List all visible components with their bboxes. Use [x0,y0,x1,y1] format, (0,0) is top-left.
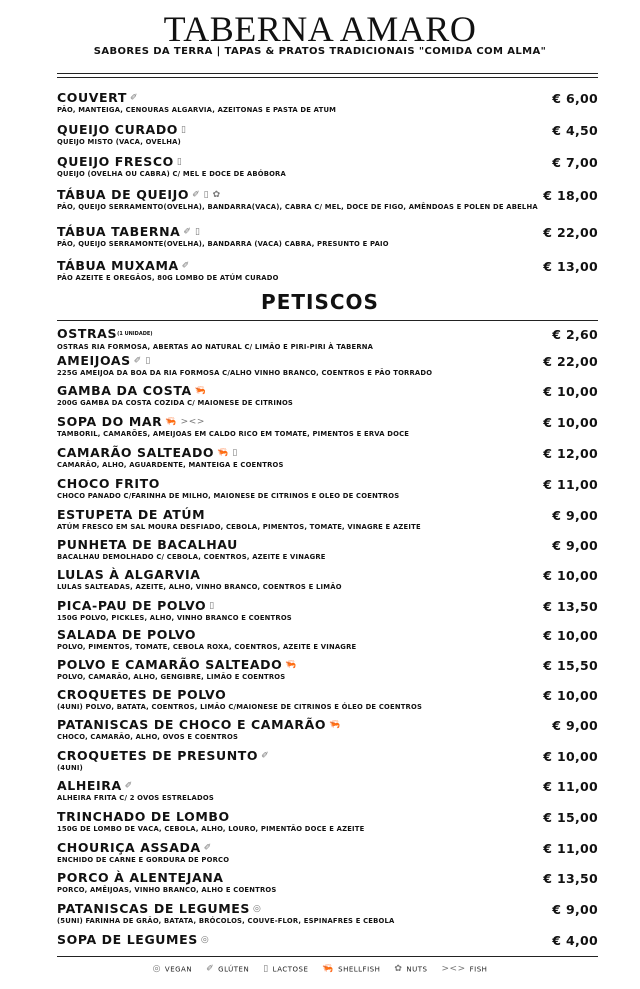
item-price: € 10,00 [543,384,598,399]
menu-item-ameijoas [57,353,598,378]
item-name [57,445,598,460]
allergen-icons: ✐ [203,843,212,853]
item-price: € 10,00 [543,568,598,583]
item-price: € 7,00 [552,155,598,170]
legend-label: NUTS [406,965,428,974]
item-name-text: CHOCO FRITO [57,476,160,491]
item-description: QUEIJO MISTO (VACA, OVELHA) [57,138,181,146]
item-name [57,627,598,642]
menu-item-porco-a-alentejana [57,870,598,895]
item-name [57,657,598,672]
item-name-text: CHOURIÇA ASSADA [57,840,201,855]
item-price: € 13,50 [543,599,598,614]
item-name [57,383,598,398]
item-price: € 10,00 [543,749,598,764]
allergen-icons: ✐ ▯ [183,227,201,237]
item-description: (4UNI) [57,764,83,772]
allergen-icons: ✐ [129,93,139,103]
menu-item-pataniscas-de-choco-e-camarao [57,717,598,742]
legend-item-shellfish [322,965,380,974]
item-name [57,598,598,613]
item-price: € 2,60 [552,327,598,342]
item-price: € 9,00 [552,538,598,553]
menu-item-choco-frito [57,476,598,501]
restaurant-title: TABERNA AMARO [163,9,477,49]
legend-label: GLÚTEN [218,965,250,974]
item-price: € 9,00 [552,718,598,733]
legend-item-vegan [153,965,193,974]
allergen-icons: ✐ [181,261,190,271]
item-price: € 10,00 [543,688,598,703]
lactose-icon: ▯ [263,964,269,974]
item-name-text: CROQUETES DE POLVO [57,687,227,702]
item-description: ATÚM FRESCO EM SAL MOURA DESFIADO, CEBOLA, PIMENTOS, TOMATE, VINAGRE E AZEITE [57,523,421,531]
item-description: OSTRAS RIA FORMOSA, ABERTAS AO NATURAL C/ LIMÃO E PIRI-PIRI À TABERNA [57,343,374,351]
nuts-icon: ✿ [394,964,403,974]
fish-icon: ><> [441,964,466,974]
item-name-text: TÁBUA MUXAMA [57,258,179,273]
menu-item-punheta-de-bacalhau [57,537,598,562]
legend-item-lactose [263,965,308,974]
item-name [57,507,598,522]
item-description: ENCHIDO DE CARNE E GORDURA DE PORCO [57,856,230,864]
item-description: BACALHAU DEMOLHADO C/ CEBOLA, COENTROS, AZEITE E VINAGRE [57,553,326,561]
item-name-text: POLVO E CAMARÃO SALTEADO [57,657,283,672]
item-description: (5UNI) FARINHA DE GRÃO, BATATA, BRÓCOLOS, COUVE-FLOR, ESPINAFRES E CEBOLA [57,917,395,925]
menu-item-couvert [57,90,598,115]
legend-item-fish [442,965,488,974]
item-name [57,90,598,105]
item-description: CHOCO, CAMARÃO, ALHO, OVOS E COENTROS [57,733,239,741]
allergen-icons: ✐ [261,751,270,761]
item-name [57,476,598,491]
item-price: € 22,00 [543,354,598,369]
item-name-text: CAMARÃO SALTEADO [57,445,215,460]
item-name-text: TRINCHADO DE LOMBO [57,809,230,824]
item-name [57,901,598,916]
header-divider [57,73,598,74]
menu-item-salada-de-polvo [57,627,598,652]
item-price: € 18,00 [543,188,598,203]
item-name-text: PATANISCAS DE CHOCO E CAMARÃO [57,717,327,732]
item-name-text: ESTUPETA DE ATÚM [57,507,206,522]
item-name [57,224,598,239]
allergen-icons: 🦐 ▯ [217,448,238,458]
item-description: QUEIJO (OVELHA OU CABRA) C/ MEL E DOCE DE ABÓBORA [57,170,286,178]
menu-item-queijo-curado [57,122,598,147]
item-name-text: LULAS À ALGARVIA [57,567,201,582]
item-note: (1 UNIDADE) [117,331,153,337]
allergen-legend [0,965,640,974]
item-price: € 15,50 [543,658,598,673]
gluten-icon: ✐ [206,964,215,974]
menu-item-queijo-fresco [57,154,598,179]
menu-item-tabua-muxama [57,258,598,283]
item-price: € 4,00 [552,933,598,948]
item-name [57,932,598,947]
menu-item-tabua-taberna [57,224,598,249]
item-description: 150G DE LOMBO DE VACA, CEBOLA, ALHO, LOURO, PIMENTÃO DOCE E AZEITE [57,825,365,833]
item-description: 225G AMEIJOA DA BOA DA RIA FORMOSA C/ALHO VINHO BRANCO, COENTROS E PÃO TORRADO [57,369,433,377]
header-divider-2 [57,77,598,78]
section-divider [57,320,598,321]
menu-item-lulas-a-algarvia [57,567,598,592]
item-name [57,154,598,169]
allergen-icons: 🦐 [194,386,207,396]
item-price: € 15,00 [543,810,598,825]
item-name [57,748,598,763]
allergen-icons: 🦐 [329,720,341,730]
allergen-icons: ◎ [253,904,262,914]
item-name-text: OSTRAS [57,326,118,341]
item-name-text: COUVERT [57,90,127,105]
item-name-text: QUEIJO FRESCO [57,154,174,169]
item-name-text: SALADA DE POLVO [57,627,197,642]
legend-label: FISH [469,965,488,974]
item-price: € 9,00 [552,508,598,523]
menu-item-croquetes-de-presunto [57,748,598,773]
allergen-icons: 🦐 [285,660,298,670]
item-description: PÃO AZEITE E OREGÃOS, 80G LOMBO DE ATÚM CURADO [57,274,279,282]
allergen-icons: ▯ [209,601,215,611]
item-name [57,870,598,885]
menu-item-ostras [57,326,598,352]
menu-item-gamba-da-costa [57,383,598,408]
item-price: € 10,00 [543,415,598,430]
menu-item-croquetes-de-polvo [57,687,598,712]
item-name-text: TÁBUA DE QUEIJO [57,187,190,202]
item-name [57,809,598,824]
item-name-text: ALHEIRA [57,778,122,793]
item-price: € 12,00 [543,446,598,461]
item-description: 200G GAMBA DA COSTA COZIDA C/ MAIONESE DE CITRINOS [57,399,294,407]
item-name-text: TÁBUA TABERNA [57,224,181,239]
menu-item-polvo-e-camarao-salteado [57,657,598,682]
menu-item-estupeta-de-atum [57,507,598,532]
item-name-text: SOPA DO MAR [57,414,163,429]
item-name [57,326,598,342]
item-name-text: PICA-PAU DE POLVO [57,598,207,613]
item-description: CHOCO PANADO C/FARINHA DE MILHO, MAIONESE DE CITRINOS E OLEO DE COENTROS [57,492,400,500]
allergen-icons: ▯ [181,125,187,135]
allergen-icons: ✐ ▯ [133,356,151,366]
allergen-icons: ✐ [124,781,133,791]
item-price: € 13,00 [543,259,598,274]
menu-item-alheira [57,778,598,803]
legend-label: VEGAN [164,965,193,974]
item-description: PÃO, QUEIJO SERRAMENTO(OVELHA), BANDARRA(VACA), CABRA C/ MEL, DOCE DE FIGO, AMÊNDOAS E POLEN DE ABELHA [57,203,538,211]
menu-item-camarao-salteado [57,445,598,470]
footer-divider [57,956,598,957]
item-name [57,414,598,429]
item-price: € 13,50 [543,871,598,886]
menu-item-sopa-de-legumes [57,932,598,947]
item-description: ALHEIRA FRITA C/ 2 OVOS ESTRELADOS [57,794,214,802]
legend-label: SHELLFISH [338,965,381,974]
item-description: PORCO, AMÊIJOAS, VINHO BRANCO, ALHO E COENTROS [57,886,277,894]
item-name-text: SOPA DE LEGUMES [57,932,198,947]
item-name-text: AMEIJOAS [57,353,131,368]
menu-item-pataniscas-de-legumes [57,901,598,926]
item-name [57,567,598,582]
menu-item-pica-pau-de-polvo [57,598,598,623]
item-price: € 11,00 [543,779,598,794]
item-description: TAMBORIL, CAMARÕES, AMEIJOAS EM CALDO RICO EM TOMATE, PIMENTOS E ERVA DOCE [57,430,410,438]
item-description: PÃO, QUEIJO SERRAMONTE(OVELHA), BANDARRA (VACA) CABRA, PRESUNTO E PAIO [57,240,389,248]
item-price: € 4,50 [552,123,598,138]
item-name-text: PORCO À ALENTEJANA [57,870,224,885]
item-price: € 11,00 [543,477,598,492]
menu-item-sopa-do-mar [57,414,598,439]
legend-item-gluten [206,965,249,974]
item-price: € 9,00 [552,902,598,917]
item-price: € 11,00 [543,841,598,856]
item-description: CAMARÃO, ALHO, AGUARDENTE, MANTEIGA E COENTROS [57,461,284,469]
item-name [57,717,598,732]
item-description: PÃO, MANTEIGA, CENOURAS ALGARVIA, AZEITONAS E PASTA DE ATUM [57,106,337,114]
item-name-text: QUEIJO CURADO [57,122,179,137]
menu-item-chourica-assada [57,840,598,865]
allergen-icons: ▯ [176,157,183,167]
allergen-icons: 🦐 ><> [165,417,206,427]
item-name [57,840,598,855]
item-price: € 6,00 [552,91,598,106]
item-price: € 10,00 [543,628,598,643]
legend-item-nuts [394,965,427,974]
item-name [57,537,598,552]
item-name [57,778,598,793]
item-description: POLVO, PIMENTOS, TOMATE, CEBOLA ROXA, COENTROS, AZEITE E VINAGRE [57,643,357,651]
item-name-text: PUNHETA DE BACALHAU [57,537,238,552]
item-description: LULAS SALTEADAS, AZEITE, ALHO, VINHO BRANCO, COENTROS E LIMÃO [57,583,342,591]
item-name [57,687,598,702]
section-title-petiscos: PETISCOS [261,290,379,314]
item-description: POLVO, CAMARÃO, ALHO, GENGIBRE, LIMÃO E COENTROS [57,673,286,681]
item-name [57,353,598,368]
legend-label: LACTOSE [272,965,309,974]
item-name-text: GAMBA DA COSTA [57,383,192,398]
item-name-text: PATANISCAS DE LEGUMES [57,901,251,916]
shellfish-icon: 🦐 [322,964,335,974]
restaurant-subtitle: SABORES DA TERRA | TAPAS & PRATOS TRADICIONAIS "COMIDA COM ALMA" [93,46,547,57]
item-description: (4UNI) POLVO, BATATA, COENTROS, LIMÃO C/MAIONESE DE CITRINOS E ÓLEO DE COENTROS [57,703,423,711]
item-price: € 22,00 [543,225,598,240]
item-name [57,187,598,202]
menu-item-trinchado-de-lombo [57,809,598,834]
item-name-text: CROQUETES DE PRESUNTO [57,748,259,763]
menu-item-tabua-de-queijo [57,187,598,212]
item-description: 150G POLVO, PICKLES, ALHO, VINHO BRANCO E COENTROS [57,614,292,622]
allergen-icons: ◎ [200,935,210,945]
vegan-icon: ◎ [152,964,161,974]
allergen-icons: ✐ ▯ ✿ [192,190,221,200]
item-name [57,122,598,137]
item-name [57,258,598,273]
